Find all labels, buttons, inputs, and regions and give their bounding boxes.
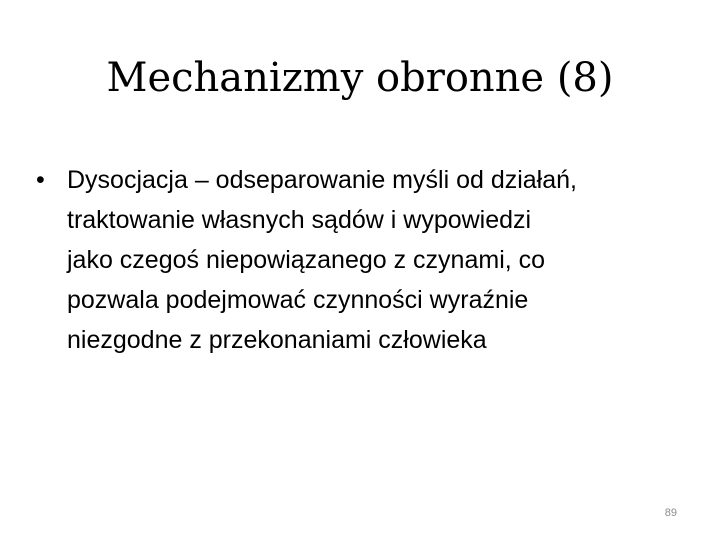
bullet-text-line: pozwala podejmować czynności wyraźnie xyxy=(67,286,529,314)
slide-title: Mechanizmy obronne (8) xyxy=(106,55,614,101)
bullet-text-line: niezgodne z przekonaniami człowieka xyxy=(67,326,487,354)
bullet-dot-icon: • xyxy=(36,166,45,194)
bullet-text-line: Dysocjacja – odseparowanie myśli od działań, xyxy=(67,166,577,194)
bullet-item xyxy=(36,160,696,360)
bullet-list xyxy=(36,160,696,360)
bullet-text-line: traktowanie własnych sądów i wypowiedzi xyxy=(67,206,532,234)
page-number: 89 xyxy=(664,507,677,519)
bullet-text-line: jako czegoś niepowiązanego z czynami, co xyxy=(67,246,546,274)
